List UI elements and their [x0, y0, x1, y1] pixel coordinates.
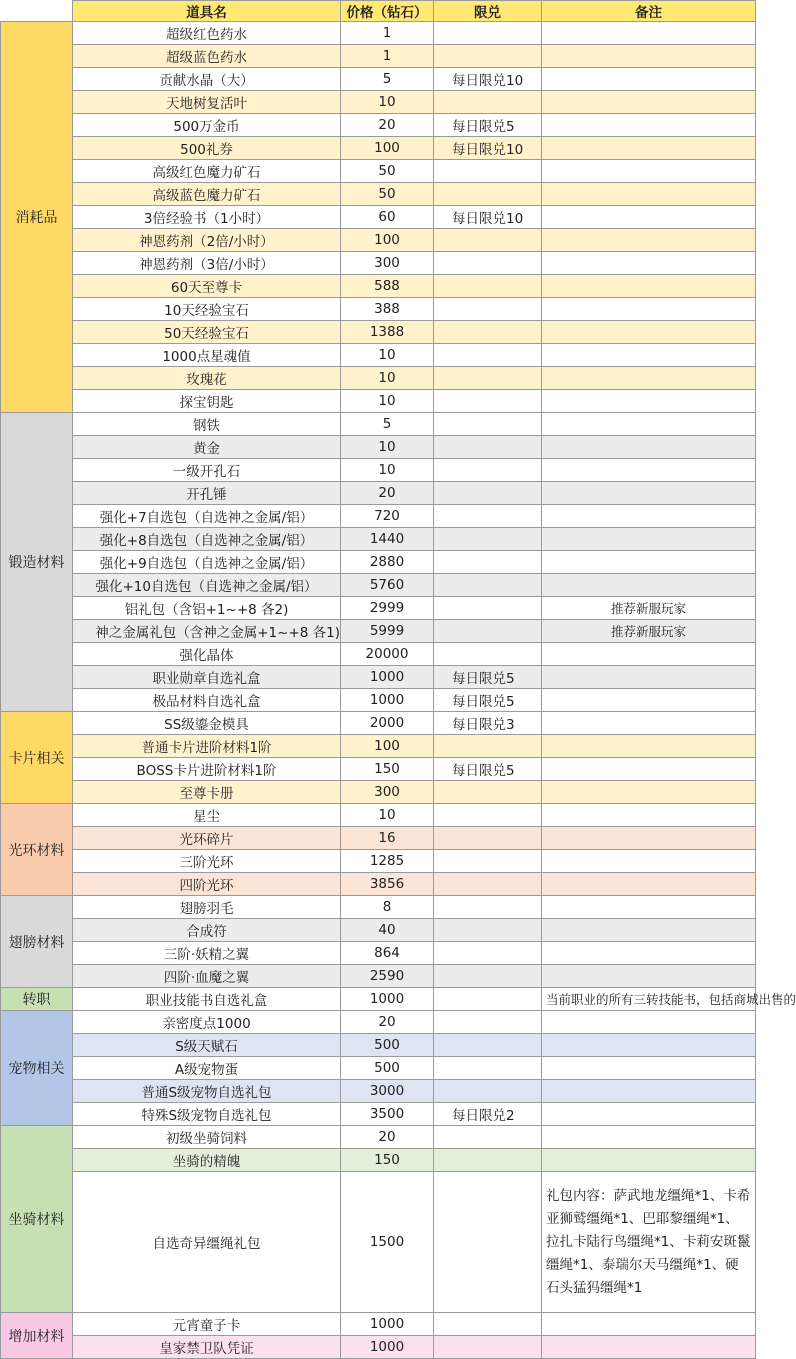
item-limit-cell — [434, 482, 542, 505]
item-price-cell: 3856 — [341, 873, 434, 896]
category-cell: 翅膀材料 — [1, 896, 73, 988]
table-row — [1, 459, 756, 482]
item-note-cell — [542, 1080, 756, 1103]
item-limit-cell — [434, 367, 542, 390]
item-name-cell: 50天经验宝石 — [73, 321, 341, 344]
item-note-cell — [542, 804, 756, 827]
table-row — [1, 252, 756, 275]
item-note-cell — [542, 321, 756, 344]
item-name-cell: S级天赋石 — [73, 1034, 341, 1057]
item-price-cell: 1000 — [341, 1336, 434, 1359]
item-name-cell: 四阶·血魔之翼 — [73, 965, 341, 988]
item-note-cell — [542, 482, 756, 505]
category-cell: 坐骑材料 — [1, 1126, 73, 1313]
item-note-cell — [542, 896, 756, 919]
item-limit-cell: 每日限兑5 — [434, 666, 542, 689]
item-limit-cell: 每日限兑3 — [434, 712, 542, 735]
item-limit-cell — [434, 1011, 542, 1034]
table-row — [1, 45, 756, 68]
item-note-cell: 推荐新服玩家 — [542, 620, 756, 643]
item-price-cell: 5760 — [341, 574, 434, 597]
item-name-cell: 强化+10自选包（自选神之金属/铝） — [73, 574, 341, 597]
table-row — [1, 68, 756, 91]
item-name-cell: 神之金属礼包（含神之金属+1~+8 各1) — [73, 620, 341, 643]
item-limit-cell — [434, 1336, 542, 1359]
item-price-cell: 10 — [341, 344, 434, 367]
item-note-cell — [542, 1034, 756, 1057]
item-limit-cell — [434, 45, 542, 68]
item-note-cell — [542, 459, 756, 482]
category-cell: 宠物相关 — [1, 1011, 73, 1126]
item-price-cell: 10 — [341, 436, 434, 459]
table-row — [1, 896, 756, 919]
item-note-cell — [542, 919, 756, 942]
table-row — [1, 988, 756, 1011]
table-row — [1, 551, 756, 574]
table-row — [1, 22, 756, 45]
item-limit-cell — [434, 160, 542, 183]
item-price-cell: 5999 — [341, 620, 434, 643]
item-note-cell — [542, 45, 756, 68]
item-name-cell: 光环碎片 — [73, 827, 341, 850]
table-row — [1, 804, 756, 827]
item-name-cell: 黄金 — [73, 436, 341, 459]
item-name-cell: 星尘 — [73, 804, 341, 827]
item-note-cell — [542, 1011, 756, 1034]
item-note-cell — [542, 344, 756, 367]
item-price-cell: 2999 — [341, 597, 434, 620]
item-note-cell — [542, 137, 756, 160]
item-limit-cell: 每日限兑5 — [434, 114, 542, 137]
item-price-cell: 20 — [341, 482, 434, 505]
item-name-cell: 一级开孔石 — [73, 459, 341, 482]
item-limit-cell — [434, 390, 542, 413]
table-row — [1, 1336, 756, 1359]
item-limit-cell — [434, 620, 542, 643]
item-name-cell: 贡献水晶（大） — [73, 68, 341, 91]
item-price-cell: 10 — [341, 367, 434, 390]
item-note-cell — [542, 22, 756, 45]
item-name-cell: 强化晶体 — [73, 643, 341, 666]
table-row — [1, 367, 756, 390]
table-row — [1, 1103, 756, 1126]
table-row — [1, 137, 756, 160]
item-limit-cell — [434, 942, 542, 965]
item-note-cell — [542, 1313, 756, 1336]
table-row — [1, 183, 756, 206]
table-row — [1, 620, 756, 643]
category-cell: 增加材料 — [1, 1313, 73, 1359]
item-limit-cell — [434, 896, 542, 919]
item-limit-cell — [434, 919, 542, 942]
item-note-cell — [542, 68, 756, 91]
item-note-cell — [542, 114, 756, 137]
item-limit-cell — [434, 781, 542, 804]
item-limit-cell — [434, 1080, 542, 1103]
item-limit-cell: 每日限兑10 — [434, 206, 542, 229]
table-row — [1, 919, 756, 942]
item-price-cell: 20 — [341, 1126, 434, 1149]
table-row — [1, 827, 756, 850]
corner-cell — [1, 1, 73, 22]
item-price-cell: 5 — [341, 68, 434, 91]
item-price-cell: 10 — [341, 91, 434, 114]
item-name-cell: 探宝钥匙 — [73, 390, 341, 413]
item-name-cell: 天地树复活叶 — [73, 91, 341, 114]
item-name-cell: 500万金币 — [73, 114, 341, 137]
item-price-cell: 720 — [341, 505, 434, 528]
item-price-cell: 300 — [341, 252, 434, 275]
item-price-cell: 1388 — [341, 321, 434, 344]
item-price-cell: 500 — [341, 1034, 434, 1057]
item-name-cell: 至尊卡册 — [73, 781, 341, 804]
item-price-cell: 10 — [341, 390, 434, 413]
item-limit-cell — [434, 850, 542, 873]
item-limit-cell — [434, 252, 542, 275]
category-cell: 消耗品 — [1, 22, 73, 413]
item-name-cell: 玫瑰花 — [73, 367, 341, 390]
item-note-cell — [542, 758, 756, 781]
item-note-cell — [542, 574, 756, 597]
item-price-cell: 1000 — [341, 988, 434, 1011]
item-limit-cell — [434, 183, 542, 206]
item-limit-cell — [434, 1313, 542, 1336]
table-row — [1, 1034, 756, 1057]
item-name-cell: 钢铁 — [73, 413, 341, 436]
item-limit-cell — [434, 321, 542, 344]
item-limit-cell — [434, 1149, 542, 1172]
item-limit-cell — [434, 1034, 542, 1057]
table-row — [1, 597, 756, 620]
category-cell: 转职 — [1, 988, 73, 1011]
item-name-cell: 强化+8自选包（自选神之金属/铝） — [73, 528, 341, 551]
item-price-cell: 16 — [341, 827, 434, 850]
item-name-cell: 亲密度点1000 — [73, 1011, 341, 1034]
item-note-cell — [542, 827, 756, 850]
table-row — [1, 229, 756, 252]
item-note-cell — [542, 643, 756, 666]
category-cell: 卡片相关 — [1, 712, 73, 804]
item-name-cell: 开孔锤 — [73, 482, 341, 505]
item-limit-cell — [434, 735, 542, 758]
item-note-cell — [542, 781, 756, 804]
item-limit-cell — [434, 804, 542, 827]
item-price-cell: 1 — [341, 22, 434, 45]
item-name-cell: 自选奇异缰绳礼包 — [73, 1172, 341, 1313]
item-name-cell: A级宠物蛋 — [73, 1057, 341, 1080]
item-price-cell: 1440 — [341, 528, 434, 551]
item-limit-cell — [434, 551, 542, 574]
item-note-cell — [542, 160, 756, 183]
item-limit-cell: 每日限兑10 — [434, 68, 542, 91]
item-name-cell: 职业勋章自选礼盒 — [73, 666, 341, 689]
table-row — [1, 91, 756, 114]
table-row — [1, 1080, 756, 1103]
item-name-cell: 皇家禁卫队凭证 — [73, 1336, 341, 1359]
item-limit-cell — [434, 873, 542, 896]
item-name-cell: 铝礼包（含铝+1~+8 各2) — [73, 597, 341, 620]
item-note-cell — [542, 689, 756, 712]
table-row — [1, 1172, 756, 1313]
item-name-cell: 元宵童子卡 — [73, 1313, 341, 1336]
item-note-cell — [542, 1057, 756, 1080]
table-row — [1, 873, 756, 896]
item-limit-cell — [434, 413, 542, 436]
item-limit-cell — [434, 298, 542, 321]
item-name-cell: 翅膀羽毛 — [73, 896, 341, 919]
table-row — [1, 758, 756, 781]
item-name-cell: 强化+7自选包（自选神之金属/铝） — [73, 505, 341, 528]
item-name-cell: 四阶光环 — [73, 873, 341, 896]
item-name-cell: 神恩药剂（3倍/小时） — [73, 252, 341, 275]
item-note-cell — [542, 1103, 756, 1126]
item-limit-cell — [434, 505, 542, 528]
item-name-cell: 60天至尊卡 — [73, 275, 341, 298]
item-limit-cell — [434, 1172, 542, 1313]
table-row — [1, 160, 756, 183]
item-price-cell: 588 — [341, 275, 434, 298]
item-price-cell: 10 — [341, 459, 434, 482]
item-name-cell: 三阶·妖精之翼 — [73, 942, 341, 965]
item-note-cell — [542, 252, 756, 275]
item-note-cell — [542, 1126, 756, 1149]
item-price-cell: 50 — [341, 183, 434, 206]
item-limit-cell — [434, 275, 542, 298]
item-price-cell: 1000 — [341, 689, 434, 712]
item-price-cell: 60 — [341, 206, 434, 229]
item-limit-cell — [434, 22, 542, 45]
table-row — [1, 1126, 756, 1149]
item-limit-cell — [434, 1126, 542, 1149]
item-price-cell: 50 — [341, 160, 434, 183]
item-limit-cell — [434, 643, 542, 666]
item-price-cell: 5 — [341, 413, 434, 436]
item-note-cell — [542, 712, 756, 735]
table-row — [1, 436, 756, 459]
item-price-cell: 864 — [341, 942, 434, 965]
item-limit-cell — [434, 1057, 542, 1080]
item-price-cell: 100 — [341, 735, 434, 758]
table-row — [1, 689, 756, 712]
item-price-cell: 2880 — [341, 551, 434, 574]
item-note-cell — [542, 390, 756, 413]
item-name-cell: 强化+9自选包（自选神之金属/铝） — [73, 551, 341, 574]
item-note-cell — [542, 229, 756, 252]
item-name-cell: 三阶光环 — [73, 850, 341, 873]
table-row — [1, 206, 756, 229]
item-note-cell — [542, 1149, 756, 1172]
item-name-cell: 1000点星魂值 — [73, 344, 341, 367]
item-note-cell — [542, 206, 756, 229]
item-limit-cell — [434, 459, 542, 482]
item-name-cell: 职业技能书自选礼盒 — [73, 988, 341, 1011]
item-name-cell: 10天经验宝石 — [73, 298, 341, 321]
item-name-cell: 极品材料自选礼盒 — [73, 689, 341, 712]
item-name-cell: 普通S级宠物自选礼包 — [73, 1080, 341, 1103]
item-price-cell: 8 — [341, 896, 434, 919]
item-price-cell: 100 — [341, 137, 434, 160]
item-name-cell: 坐骑的精魄 — [73, 1149, 341, 1172]
table-row — [1, 413, 756, 436]
category-cell: 光环材料 — [1, 804, 73, 896]
item-name-cell: 3倍经验书（1小时） — [73, 206, 341, 229]
item-name-cell: 初级坐骑饲料 — [73, 1126, 341, 1149]
item-name-cell: 特殊S级宠物自选礼包 — [73, 1103, 341, 1126]
item-limit-cell — [434, 597, 542, 620]
item-price-cell: 2000 — [341, 712, 434, 735]
item-price-cell: 500 — [341, 1057, 434, 1080]
item-limit-cell — [434, 528, 542, 551]
table-body — [1, 1, 796, 1359]
item-note-cell — [542, 367, 756, 390]
table-row — [1, 781, 756, 804]
item-name-cell: 高级蓝色魔力矿石 — [73, 183, 341, 206]
item-note-cell — [542, 551, 756, 574]
table-row — [1, 735, 756, 758]
item-limit-cell — [434, 91, 542, 114]
item-price-cell: 2590 — [341, 965, 434, 988]
item-note-cell — [542, 183, 756, 206]
category-cell: 锻造材料 — [1, 413, 73, 712]
item-note-cell — [542, 873, 756, 896]
header-row — [1, 1, 756, 22]
item-limit-cell: 每日限兑5 — [434, 758, 542, 781]
item-name-cell: 普通卡片进阶材料1阶 — [73, 735, 341, 758]
item-note-cell — [542, 275, 756, 298]
header-price: 价格（钻石） — [341, 1, 434, 22]
table-row — [1, 574, 756, 597]
item-price-cell: 3000 — [341, 1080, 434, 1103]
item-limit-cell — [434, 965, 542, 988]
item-name-cell: 高级红色魔力矿石 — [73, 160, 341, 183]
item-limit-cell — [434, 827, 542, 850]
item-note-cell — [542, 850, 756, 873]
item-limit-cell — [434, 988, 542, 1011]
item-note-cell — [542, 735, 756, 758]
item-note-cell — [542, 666, 756, 689]
item-name-cell: SS级鎏金模具 — [73, 712, 341, 735]
item-price-cell: 388 — [341, 298, 434, 321]
table-row — [1, 712, 756, 735]
item-note-cell — [542, 436, 756, 459]
table-row — [1, 114, 756, 137]
table-row — [1, 482, 756, 505]
item-name-cell: 合成符 — [73, 919, 341, 942]
header-note: 备注 — [542, 1, 756, 22]
item-note-cell: 礼包内容：萨武地龙缰绳*1、卡希亚狮鹫缰绳*1、巴耶黎缰绳*1、拉扎卡陆行鸟缰绳*1、卡莉安斑鬣缰绳*1、泰瑞尔天马缰绳*1、硬石头猛犸缰绳*1 — [542, 1172, 756, 1313]
table-row — [1, 275, 756, 298]
item-note-cell — [542, 528, 756, 551]
item-name-cell: 超级红色药水 — [73, 22, 341, 45]
item-price-cell: 300 — [341, 781, 434, 804]
item-price-cell: 1000 — [341, 1313, 434, 1336]
item-limit-cell: 每日限兑2 — [434, 1103, 542, 1126]
item-limit-cell — [434, 229, 542, 252]
item-price-cell: 20 — [341, 114, 434, 137]
item-note-cell — [542, 298, 756, 321]
header-limit: 限兑 — [434, 1, 542, 22]
table-row — [1, 850, 756, 873]
item-name-cell: 500礼券 — [73, 137, 341, 160]
table-row — [1, 942, 756, 965]
table-row — [1, 643, 756, 666]
item-note-cell: 推荐新服玩家 — [542, 597, 756, 620]
item-price-cell: 40 — [341, 919, 434, 942]
item-note-cell — [542, 965, 756, 988]
item-name-cell: 超级蓝色药水 — [73, 45, 341, 68]
table-row — [1, 321, 756, 344]
item-limit-cell — [434, 436, 542, 459]
item-price-cell: 100 — [341, 229, 434, 252]
table-row — [1, 344, 756, 367]
item-price-cell: 150 — [341, 1149, 434, 1172]
item-limit-cell: 每日限兑5 — [434, 689, 542, 712]
table-row — [1, 390, 756, 413]
item-price-cell: 1 — [341, 45, 434, 68]
table-row — [1, 1313, 756, 1336]
item-name-cell: BOSS卡片进阶材料1阶 — [73, 758, 341, 781]
table-row — [1, 1011, 756, 1034]
item-note-cell — [542, 91, 756, 114]
item-limit-cell: 每日限兑10 — [434, 137, 542, 160]
item-name-cell: 神恩药剂（2倍/小时） — [73, 229, 341, 252]
item-price-cell: 1000 — [341, 666, 434, 689]
table-row — [1, 505, 756, 528]
item-price-cell: 150 — [341, 758, 434, 781]
item-note-cell: 当前职业的所有三转技能书，包括商城出售的 — [542, 988, 756, 1011]
table-row — [1, 666, 756, 689]
item-note-cell — [542, 505, 756, 528]
table-row — [1, 298, 756, 321]
table-row — [1, 528, 756, 551]
item-price-cell: 1285 — [341, 850, 434, 873]
table-row — [1, 1149, 756, 1172]
item-price-cell: 10 — [341, 804, 434, 827]
item-price-cell: 1500 — [341, 1172, 434, 1313]
item-note-cell — [542, 413, 756, 436]
item-limit-cell — [434, 574, 542, 597]
item-note-cell — [542, 1336, 756, 1359]
item-price-cell: 20 — [341, 1011, 434, 1034]
table-row — [1, 1057, 756, 1080]
item-limit-cell — [434, 344, 542, 367]
table-row — [1, 965, 756, 988]
item-price-cell: 20000 — [341, 643, 434, 666]
header-name: 道具名 — [73, 1, 341, 22]
item-price-cell: 3500 — [341, 1103, 434, 1126]
item-note-cell — [542, 942, 756, 965]
